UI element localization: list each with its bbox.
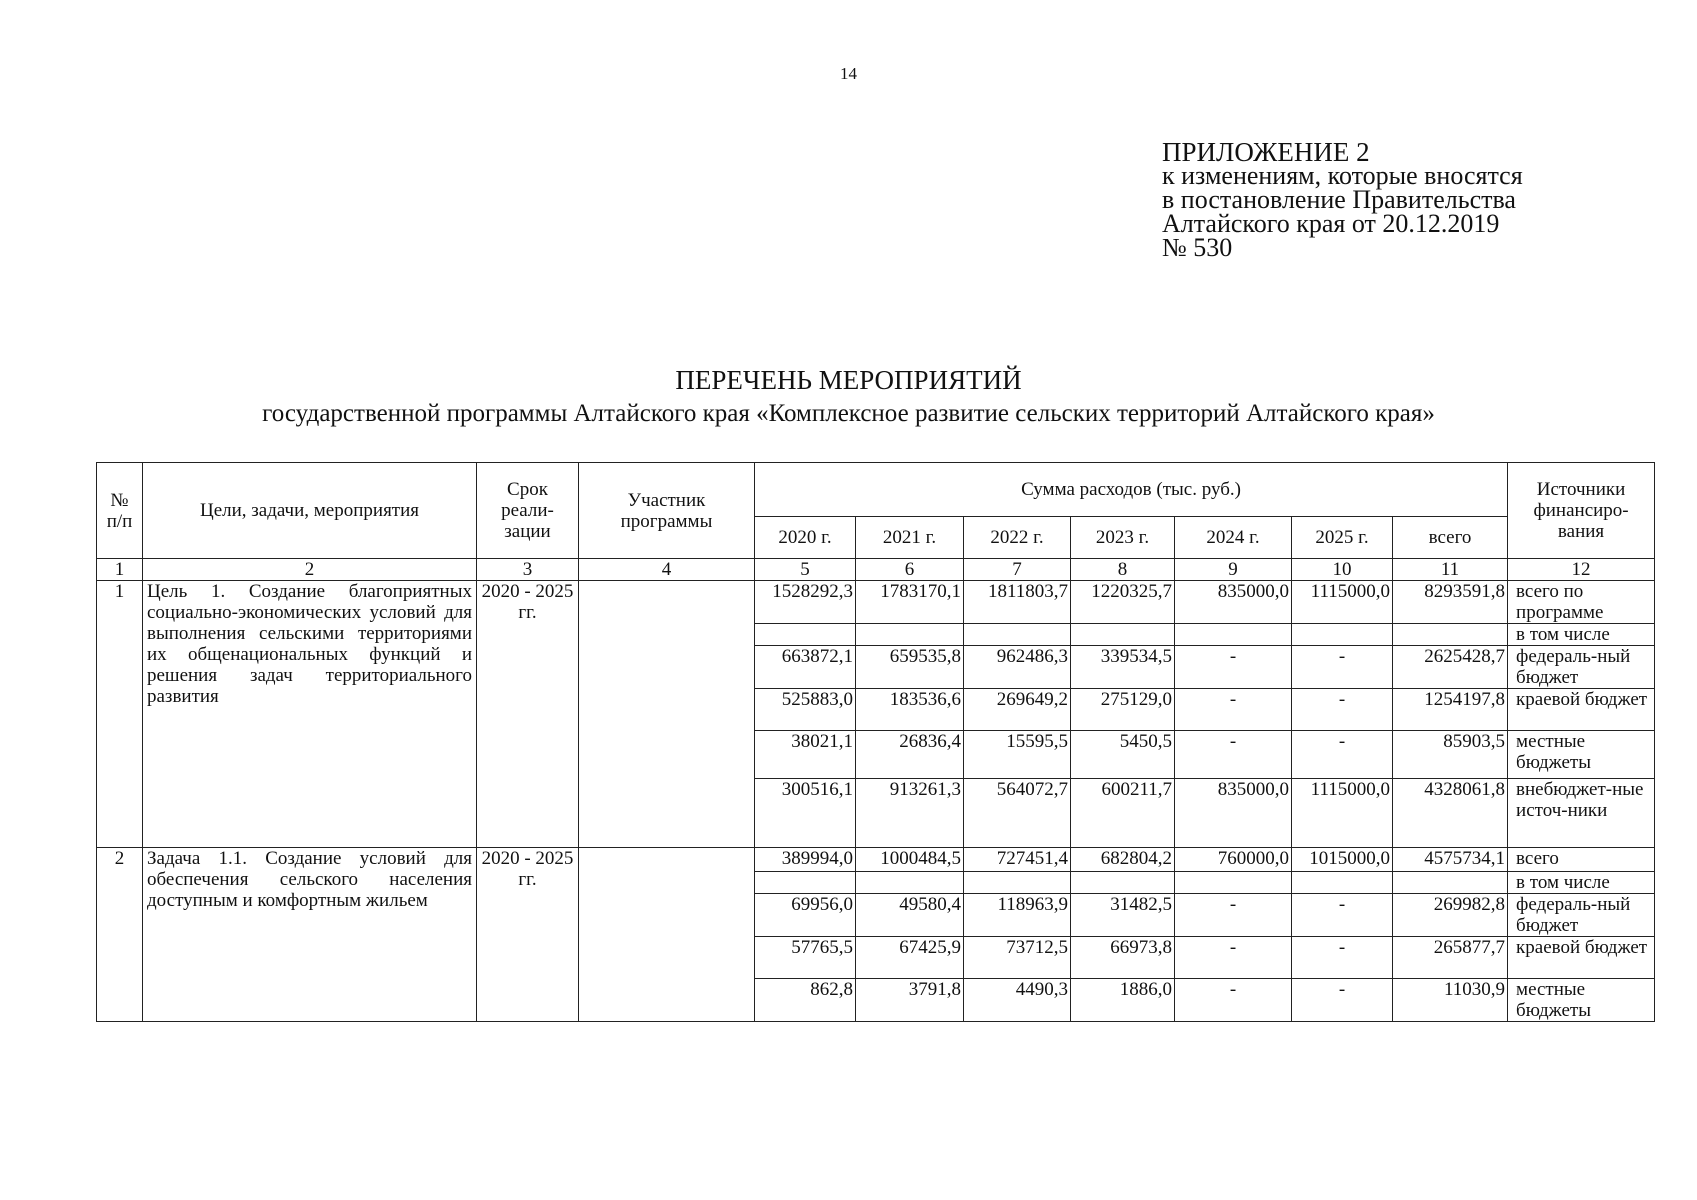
header-total: всего	[1393, 517, 1508, 559]
expense-value: 183536,6	[856, 689, 964, 731]
header-goals: Цели, задачи, мероприятия	[143, 463, 477, 559]
funding-source: федераль-ный бюджет	[1508, 646, 1655, 689]
page-number: 14	[840, 64, 857, 83]
document-subtitle: государственной программы Алтайского края «Комплексное развитие сельских территорий Алтайского края»	[262, 400, 1435, 427]
expense-value: 49580,4	[856, 894, 964, 937]
column-number: 6	[856, 559, 964, 581]
funding-source: краевой бюджет	[1508, 937, 1655, 979]
expense-value: -	[1292, 646, 1393, 689]
expense-value: -	[1175, 894, 1292, 937]
appendix-line: Алтайского края от 20.12.2019	[1162, 209, 1500, 238]
expense-value: 11030,9	[1393, 979, 1508, 1022]
program-participant	[579, 581, 755, 848]
expense-value: 760000,0	[1175, 848, 1292, 872]
header-year: 2021 г.	[856, 517, 964, 559]
expense-value: 2625428,7	[1393, 646, 1508, 689]
expense-value: 1220325,7	[1071, 581, 1175, 624]
funding-source: внебюджет-ные источ-ники	[1508, 779, 1655, 848]
expense-value: 57765,5	[755, 937, 856, 979]
expense-value	[755, 872, 856, 894]
appendix-line: № 530	[1162, 233, 1233, 262]
column-number: 12	[1508, 559, 1655, 581]
funding-source: всего	[1508, 848, 1655, 872]
expense-value: 15595,5	[964, 731, 1071, 779]
appendix-block	[1162, 137, 1523, 262]
expense-value: 85903,5	[1393, 731, 1508, 779]
expense-value: -	[1292, 894, 1393, 937]
expense-value: 1015000,0	[1292, 848, 1393, 872]
expense-value	[1071, 624, 1175, 646]
expense-value: 659535,8	[856, 646, 964, 689]
funding-source: всего по программе	[1508, 581, 1655, 624]
row-number: 2	[97, 848, 143, 1022]
expense-value: 1254197,8	[1393, 689, 1508, 731]
expense-value: 663872,1	[755, 646, 856, 689]
implementation-period: 2020 - 2025 гг.	[477, 848, 579, 1022]
expense-value: 682804,2	[1071, 848, 1175, 872]
goal-description: Задача 1.1. Создание условий для обеспечения сельского населения доступным и комфортным жильем	[143, 848, 477, 1022]
funding-source: в том числе	[1508, 872, 1655, 894]
expense-value: 862,8	[755, 979, 856, 1022]
header-year: 2024 г.	[1175, 517, 1292, 559]
expense-value: 8293591,8	[1393, 581, 1508, 624]
header-period: Срок реали-зации	[477, 463, 579, 559]
expense-value	[1175, 624, 1292, 646]
expense-value: 5450,5	[1071, 731, 1175, 779]
expense-value: 269649,2	[964, 689, 1071, 731]
column-number: 4	[579, 559, 755, 581]
expense-value	[1393, 624, 1508, 646]
row-number: 1	[97, 581, 143, 848]
funding-source: краевой бюджет	[1508, 689, 1655, 731]
expense-value	[1393, 872, 1508, 894]
expense-value: 835000,0	[1175, 581, 1292, 624]
expense-value: 1811803,7	[964, 581, 1071, 624]
expense-value: 69956,0	[755, 894, 856, 937]
expense-value: 38021,1	[755, 731, 856, 779]
expense-value	[856, 872, 964, 894]
activities-table	[96, 462, 1655, 1022]
expense-value: 275129,0	[1071, 689, 1175, 731]
expense-value: 727451,4	[964, 848, 1071, 872]
document-title: ПЕРЕЧЕНЬ МЕРОПРИЯТИЙ	[675, 365, 1022, 395]
expense-value: 600211,7	[1071, 779, 1175, 848]
table-row	[97, 581, 1655, 624]
table-body	[97, 463, 1655, 1022]
expense-value	[856, 624, 964, 646]
expense-value: 1000484,5	[856, 848, 964, 872]
funding-source: местные бюджеты	[1508, 979, 1655, 1022]
expense-value: 1528292,3	[755, 581, 856, 624]
column-number: 2	[143, 559, 477, 581]
expense-value: -	[1292, 689, 1393, 731]
program-participant	[579, 848, 755, 1022]
expense-value: -	[1175, 937, 1292, 979]
column-number: 9	[1175, 559, 1292, 581]
expense-value: 389994,0	[755, 848, 856, 872]
expense-value: 525883,0	[755, 689, 856, 731]
expense-value: 1115000,0	[1292, 581, 1393, 624]
expense-value: 1783170,1	[856, 581, 964, 624]
expense-value	[1175, 872, 1292, 894]
funding-source: местные бюджеты	[1508, 731, 1655, 779]
expense-value: 913261,3	[856, 779, 964, 848]
expense-value: -	[1175, 646, 1292, 689]
column-number: 1	[97, 559, 143, 581]
expense-value: 3791,8	[856, 979, 964, 1022]
funding-source: в том числе	[1508, 624, 1655, 646]
header-participant: Участник программы	[579, 463, 755, 559]
expense-value: -	[1292, 937, 1393, 979]
expense-value: 1115000,0	[1292, 779, 1393, 848]
header-num: № п/п	[97, 463, 143, 559]
header-sources: Источники финансиро-вания	[1508, 463, 1655, 559]
goal-description: Цель 1. Создание благоприятных социально-экономических условий для выполнения сельскими территориями их общенациональных функций и решения задач территориального развития	[143, 581, 477, 848]
header-row	[97, 463, 1655, 517]
header-expenses: Сумма расходов (тыс. руб.)	[755, 463, 1508, 517]
table-row	[97, 848, 1655, 872]
expense-value	[755, 624, 856, 646]
header-year: 2023 г.	[1071, 517, 1175, 559]
expense-value: 73712,5	[964, 937, 1071, 979]
expense-value: -	[1175, 731, 1292, 779]
appendix-line: к изменениям, которые вносятся	[1162, 161, 1523, 190]
column-number: 11	[1393, 559, 1508, 581]
expense-value: -	[1292, 979, 1393, 1022]
expense-value: 962486,3	[964, 646, 1071, 689]
expense-value: -	[1292, 731, 1393, 779]
expense-value: 564072,7	[964, 779, 1071, 848]
expense-value: 4490,3	[964, 979, 1071, 1022]
expense-value: 118963,9	[964, 894, 1071, 937]
expense-value: 265877,7	[1393, 937, 1508, 979]
appendix-title: ПРИЛОЖЕНИЕ 2	[1162, 137, 1370, 167]
column-number-row	[97, 559, 1655, 581]
expense-value: 1886,0	[1071, 979, 1175, 1022]
expense-value: 4328061,8	[1393, 779, 1508, 848]
expense-value	[1292, 624, 1393, 646]
expense-value	[1071, 872, 1175, 894]
expense-value: 269982,8	[1393, 894, 1508, 937]
column-number: 7	[964, 559, 1071, 581]
expense-value: 31482,5	[1071, 894, 1175, 937]
header-year: 2022 г.	[964, 517, 1071, 559]
header-year: 2025 г.	[1292, 517, 1393, 559]
expense-value	[964, 624, 1071, 646]
funding-source: федераль-ный бюджет	[1508, 894, 1655, 937]
expense-value: 835000,0	[1175, 779, 1292, 848]
expense-value: 4575734,1	[1393, 848, 1508, 872]
column-number: 8	[1071, 559, 1175, 581]
appendix-line: в постановление Правительства	[1162, 185, 1516, 214]
expense-value: 300516,1	[755, 779, 856, 848]
header-year: 2020 г.	[755, 517, 856, 559]
expense-value	[1292, 872, 1393, 894]
column-number: 3	[477, 559, 579, 581]
expense-value: 66973,8	[1071, 937, 1175, 979]
expense-value: -	[1175, 979, 1292, 1022]
column-number: 5	[755, 559, 856, 581]
expense-value: 67425,9	[856, 937, 964, 979]
expense-value: 339534,5	[1071, 646, 1175, 689]
expense-value: 26836,4	[856, 731, 964, 779]
expense-value: -	[1175, 689, 1292, 731]
implementation-period: 2020 - 2025 гг.	[477, 581, 579, 848]
column-number: 10	[1292, 559, 1393, 581]
expense-value	[964, 872, 1071, 894]
